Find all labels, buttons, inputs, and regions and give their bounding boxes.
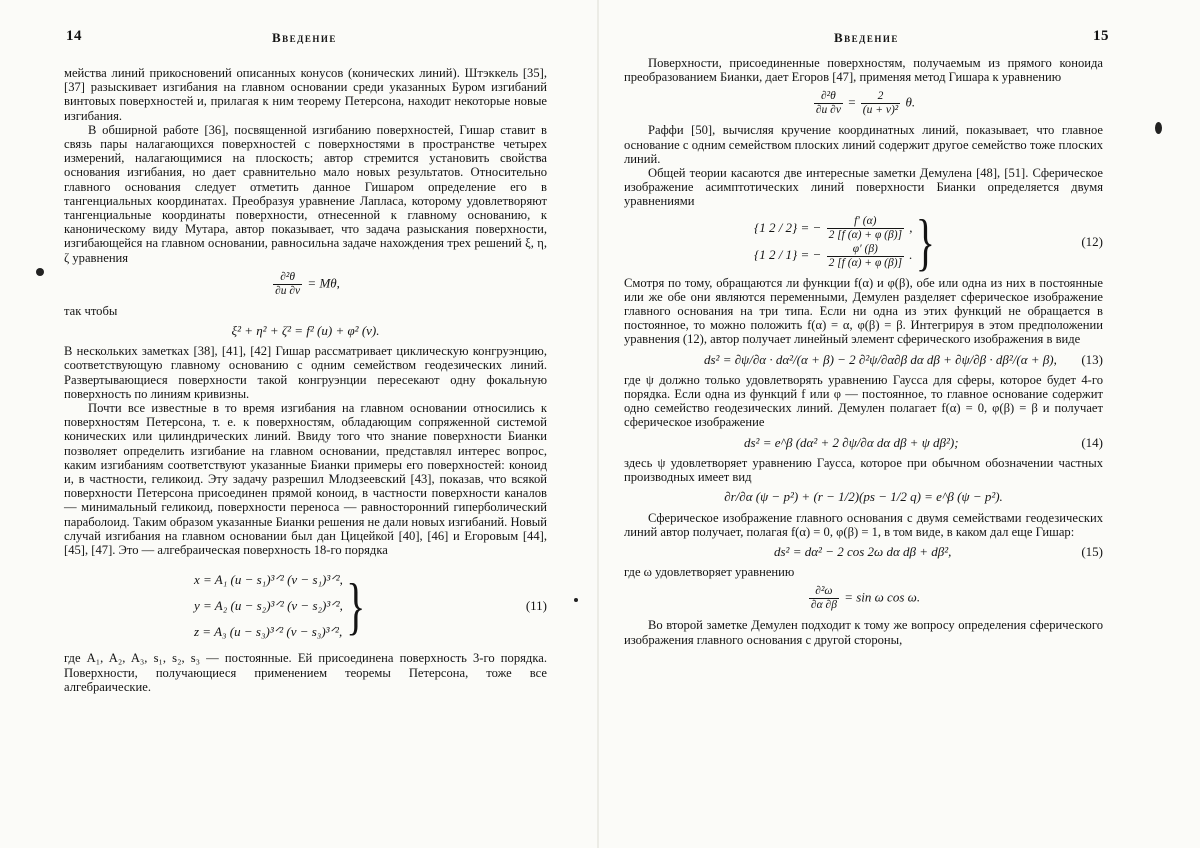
equation-body: ds² = e^β (dα² + 2 ∂ψ/∂α dα dβ + ψ dβ²); (744, 434, 959, 450)
frac-den: 2 [f (α) + φ (β)] (828, 256, 903, 269)
right-page-number: 15 (1093, 28, 1109, 44)
equation-row: x = A₁ (u − s₁)³ᐟ² (v − s₁)³ᐟ², (194, 572, 343, 588)
christoffel-symbol: {1 2 / 1} = − (754, 247, 822, 263)
ink-speck (574, 598, 578, 602)
equation-12: {1 2 / 2} = − $\frac{f' (\alpha)}{2 [f (\alpha) + \varphi (\beta)]}$ , {1 2 / 1} = − $\frac{\varphi' (\beta)}{2 [f (\alpha) + \varphi (\beta)]}$ . } (12) (754, 205, 1103, 278)
paragraph: Общей теории касаются две интересные заметки Демулена [48], [51]. Сферическое изображение асимптотических линий поверхности Бианки определяется двумя уравнениями (624, 166, 1103, 209)
ink-blot (1155, 122, 1162, 134)
ink-blot (36, 268, 44, 276)
right-running-head: Введение (834, 30, 899, 45)
equation-14 (624, 436, 1103, 450)
paragraph: Почти все известные в то время изгибания на главном основании относились к поверхностям Петерсона, т. е. к поверхностям, обладающим сопряженной системой конических или цилиндрических линий. Ввиду того что знание поверхности Бианки позволяет определить изгибание на главном основании, представлял интерес вопрос, каким изгибаниям соответствуют указанные Бианки примеры его поверхностей: коноид и, в частности, геликоид. Эту задачу разрешил Млодзеевский [43], показав, что всякой поверхности Петерсона присоединен прямой коноид, в частности поверхности каналов — минимальный геликоид, поверхности переноса — равносторонний гиперболический параболоид. Таким образом указанные Бианки решения не дали новых изгибаний. Новый случай изгибания на главном основании был дан Цицейкой [40], [46] и Егоровым [44], [45], [47]. Это — алгебраическая поверхность 18-го порядка (64, 401, 547, 558)
frac-den: ∂α ∂β (810, 599, 837, 612)
equation-laplace (64, 271, 547, 298)
equation-sum-squares: ξ² + η² + ζ² = f² (u) + φ² (v). (231, 323, 380, 339)
paragraph: Во второй заметке Демулен подходит к тому же вопросу определения сферического изображения главного основания с другой стороны, (624, 618, 1103, 647)
equation-sine-gordon (624, 585, 1103, 612)
left-page-number: 14 (66, 28, 82, 44)
frac-den: ∂u ∂v (275, 284, 301, 297)
frac-den: 2 [f (α) + φ (β)] (828, 229, 903, 242)
equation-body: ds² = dα² − 2 cos 2ω dα dβ + dβ², (774, 543, 952, 559)
equation-11 (64, 567, 547, 645)
paragraph: где ψ должно только удовлетворять уравнению Гаусса для сферы, которое будет 4-го порядка. Если одна из функций f или φ — постоянное, то главное основание содержит одно семейство геодезических линий. Демулен полагает f(α) = 0, φ(β) = β и получает сферическое изображение (624, 372, 1103, 430)
left-text-column (64, 66, 547, 694)
paragraph: здесь ψ удовлетворяет уравнению Гаусса, которое при обычном обозначении частных производных имеет вид (624, 455, 1103, 485)
paragraph: В нескольких заметках [38], [41], [42] Гишар рассматривает циклическую конгруэнцию, соответствующую главному основанию с одним семейством геодезических линий. Развертывающиеся поверхности такой конгруэнции пересекают одну фокальную поверхность по линиям кривизны. (64, 344, 547, 401)
frac-num: ∂²ω (809, 585, 839, 599)
equation-number: (11) (525, 598, 547, 614)
frac-den: (u + v)² (862, 104, 899, 117)
equation-rhs: = sin ω cos ω. (844, 589, 921, 605)
paragraph: Смотря по тому, обращаются ли функции f(α) и φ(β), обе или одна из них в постоянные или же обе они являются переменными, Демулен разделяет сферическое изображение главного основания на три типа. Если ни одна из этих функций не обращается в постоянное, то можно положить f(α) = α, φ(β) = β. Интегрируя в этом предположении уравнения (12), автор получает линейный элемент сферического изображения в виде (624, 275, 1103, 347)
equation-egorov: $\frac{\text{∂²θ}}{\partial u \partial v}$ = $\frac{2}{\text{(u + v)²}}$ θ. (815, 90, 916, 117)
frac-num: ∂²θ (273, 271, 302, 285)
equation-tail: θ. (905, 94, 916, 110)
christoffel-symbol: {1 2 / 2} = − (754, 219, 822, 235)
paragraph: В обширной работе [36], посвященной изгибанию поверхностей, Гишар ставит в связь пары налагающихся поверхностей с поверхностями в пространстве четырех измерений, налагающимися на плоскость; автор стремится установить свойства основания изгибания, но дает сравнительно мало новых результатов. Относительно главного основания следует отметить данное Гишаром определение его в тангенциальных координатах. Преобразуя уравнение Лапласа, которому удовлетворяют тангенциальные координаты поверхности, отнесенной к главному основанию, к каноническому виду Мутара, автор показывает, что задача разыскания поверхности, изгибающейся на главном основании, равносильна задаче нахождения трех решений ξ, η, ζ уравнения (64, 122, 547, 265)
equation-number: (12) (1081, 234, 1103, 250)
equation-15 (624, 545, 1103, 559)
right-brace: } (915, 205, 935, 278)
equation-number: (13) (1081, 351, 1103, 367)
equation-number: (14) (1081, 434, 1103, 450)
frac-num: φ′ (β) (827, 243, 904, 257)
equation-rhs: = Mθ, (307, 275, 340, 291)
equation-gauss: ∂r/∂α (ψ − p²) + (r − 1/2)(ps − 1/2 q) = e^β (ψ − p²). (724, 489, 1003, 505)
right-text-column (624, 56, 1103, 647)
paragraph: где ω удовлетворяет уравнению (624, 565, 795, 580)
right-brace: } (346, 569, 366, 642)
equation-row: y = A₂ (u − s₂)³ᐟ² (v − s₂)³ᐟ², (194, 598, 343, 614)
paragraph: так чтобы (64, 303, 118, 318)
equation-body: ds² = ∂ψ/∂α · dα²/(α + β) − 2 ∂²ψ/∂α∂β dα dβ + ∂ψ/∂β · dβ²/(α + β), (704, 351, 1057, 367)
frac-num: ∂²θ (814, 90, 843, 104)
equation-number: (15) (1081, 543, 1103, 559)
frac-den: ∂u ∂v (815, 104, 841, 117)
equation-row: z = A₃ (u − s₃)³ᐟ² (v − s₃)³ᐟ², (194, 624, 343, 640)
equation-13 (624, 353, 1103, 367)
paragraph: Поверхности, присоединенные поверхностям, получаемым из прямого коноида преобразованием Бианки, дает Егоров [47], применяя метод Гишара к уравнению (624, 56, 1103, 85)
right-page (600, 0, 1200, 848)
paragraph: Сферическое изображение главного основания с двумя семействами геодезических линий автор получает, полагая f(α) = 0, φ(β) = 1, в том виде, в каком дал еще Гишар: (624, 510, 1103, 539)
paragraph: где A₁, A₂, A₃, s₁, s₂, s₃ — постоянные. Ей присоединена поверхность 3-го порядка. Поверхности, получающиеся применением теоремы Петерсона, тоже все алгебраические. (64, 651, 547, 694)
frac-num: f′ (α) (827, 215, 904, 229)
frac-num: 2 (861, 90, 900, 104)
paragraph: Раффи [50], вычисляя кручение координатных линий, показывает, что главное основание с одним семейством плоских линий содержит другое семейство тоже плоских линий. (624, 123, 1103, 166)
left-running-head: Введение (272, 30, 337, 45)
paragraph: мейства линий прикосновений описанных конусов (конических линий). Штэккель [35], [37] разыскивает изгибания на главном основании среди указанных Буром изгибаний винтовых поверхностей и, прилагая к ним теорему Петерсона, находит некоторые новые изгибания. (64, 66, 547, 123)
